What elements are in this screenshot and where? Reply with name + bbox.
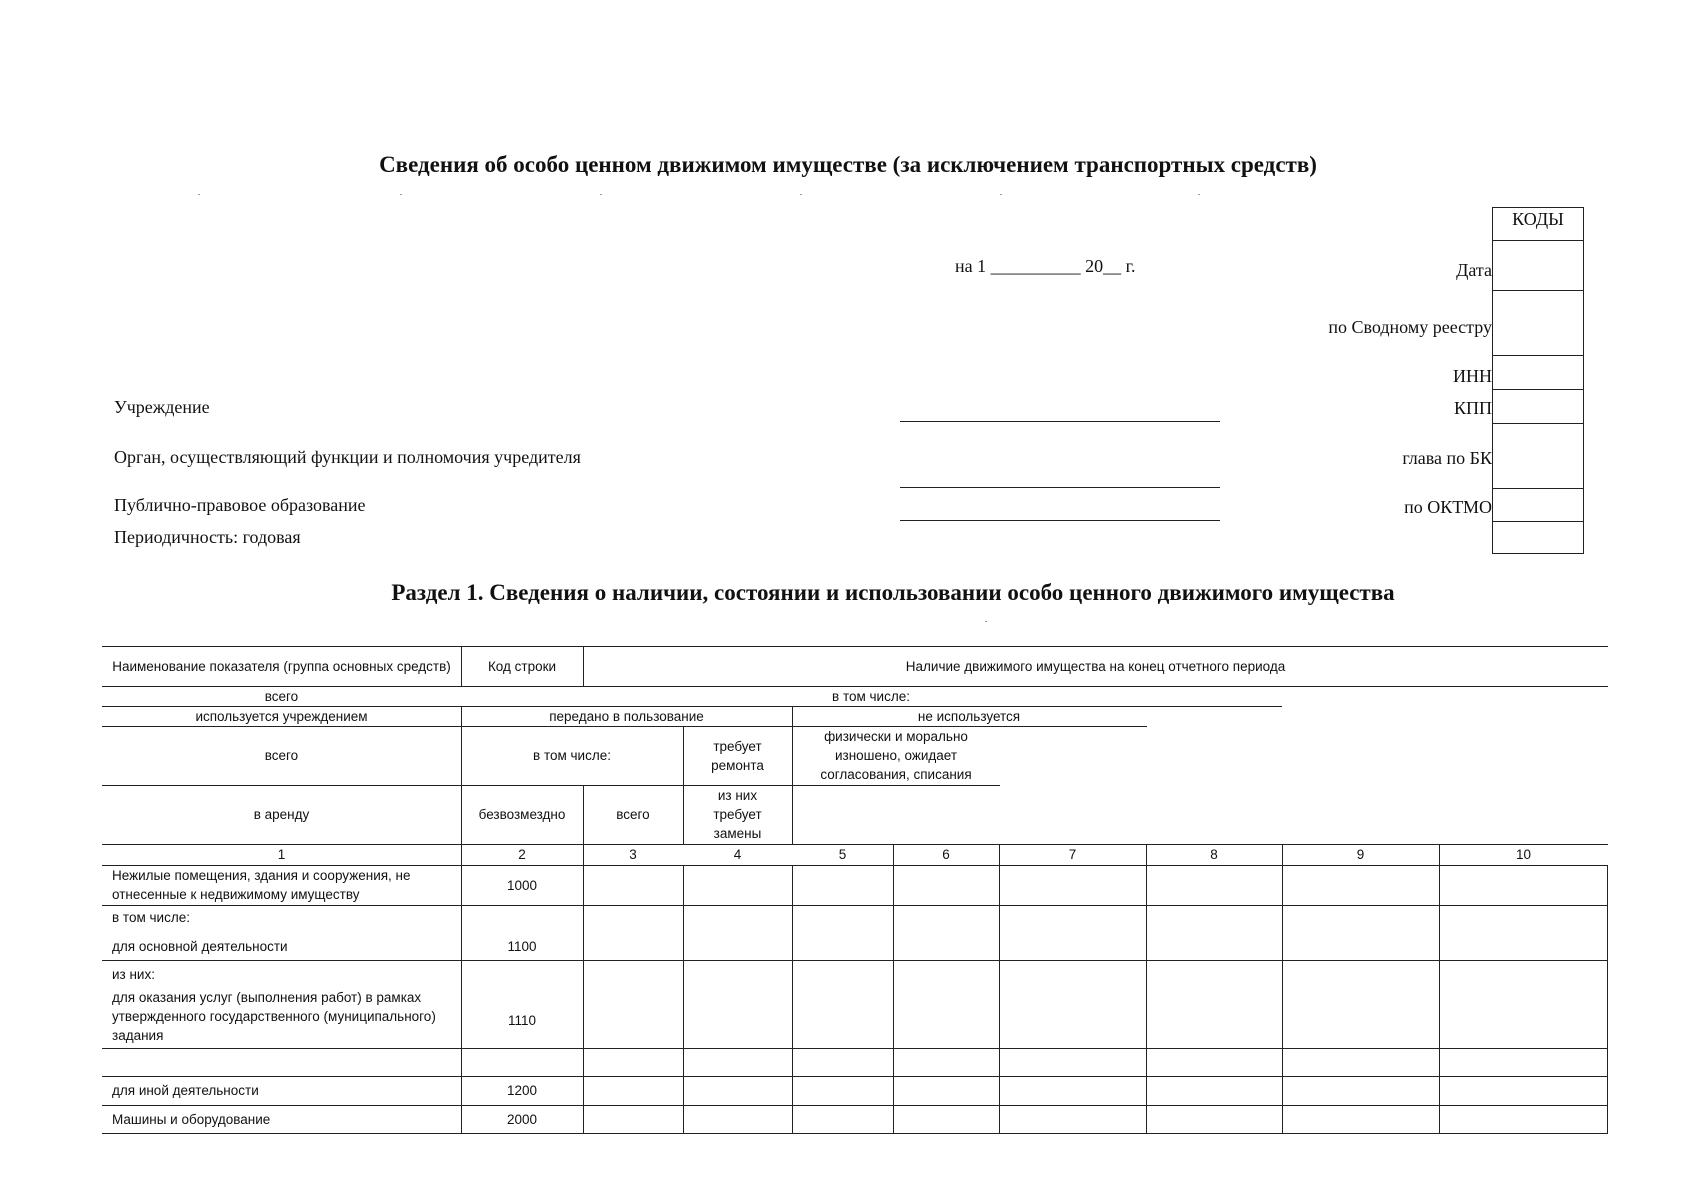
institution-field-line[interactable] [900,421,1220,422]
codes-divider [1492,521,1584,522]
table-row-code: 1200 [506,1083,538,1098]
table-row-name: для иной деятельности [112,1083,259,1098]
table-rule-v [683,865,684,1133]
codes-divider [1492,240,1584,241]
column-number: 8 [1210,847,1218,862]
codes-label-kpp: КПП [1453,398,1492,418]
table-row-code: 1100 [507,938,537,954]
table-rule-v [1146,865,1147,1133]
table-rule-v [1282,865,1283,1133]
codes-label-bk: глава по БК [1402,448,1492,468]
header-including-2: в том числе: [533,748,611,763]
header-used-by-institution: используется учреждением [195,708,368,724]
header-name: Наименование показателя (группа основных средств) [112,658,451,674]
column-number: 4 [733,847,742,862]
table-rule-v [893,865,894,1133]
periodicity-label: Периодичность: годовая [114,527,301,547]
header-obsolete: физически и морально изношено, ожидает согласования, списания [820,729,972,782]
codes-box [1492,207,1584,554]
scan-speck [800,194,802,195]
section-title: Раздел 1. Сведения о наличии, состоянии и использовании особо ценного движимого имущества [391,580,1395,605]
table-rule [102,1133,1608,1134]
table-row-name: Нежилые помещения, здания и сооружения, не отнесенные к недвижимому имуществу [112,868,411,902]
document-title: Сведения об особо ценном движимом имуществе (за исключением транспортных средств) [379,152,1317,177]
codes-divider [1492,488,1584,489]
column-number: 3 [629,847,637,862]
header-total: всего [264,688,299,704]
table-row-code: 2000 [506,1111,538,1127]
header-free-use: безвозмездно [478,807,566,822]
institution-label: Учреждение [114,397,210,417]
codes-label-oktmo: по ОКТМО [1404,497,1492,517]
table-rule-v [1439,865,1440,1133]
header-needs-repair: требует ремонта [711,738,764,773]
header-needs-replacement: из них требует замены [713,788,762,841]
table-row-name: Машины и оборудование [112,1111,271,1127]
table-rule [102,905,1608,906]
table-row-name: для оказания услуг (выполнения работ) в рамках утвержденного государственного (муниципального) задания [112,989,436,1043]
table-rule-v [1607,865,1608,1133]
scan-speck [600,194,602,195]
column-number: 2 [518,847,526,862]
table-row-subheading: из них: [112,966,155,982]
scan-speck [1198,194,1200,195]
founder-label: Орган, осуществляющий функции и полномочия учредителя [114,447,581,467]
scan-speck [198,194,200,195]
column-number: 1 [277,847,286,862]
header-transferred: передано в пользование [549,708,704,724]
codes-header: КОДЫ [1512,209,1564,229]
column-number: 9 [1356,847,1365,862]
codes-divider [1492,389,1584,390]
table-row-name [112,1048,457,1076]
header-total-3: всего [616,807,650,822]
report-date-line: на 1 __________ 20__ г. [955,256,1136,276]
codes-divider [1492,290,1584,291]
scan-speck [1000,194,1002,195]
header-availability: Наличие движимого имущества на конец отчетного периода [905,658,1286,674]
header-code: Код строки [487,658,557,674]
codes-label-registry: по Сводному реестру [1328,317,1492,337]
table-row-code [461,1048,583,1076]
table-rule-v [583,865,584,1133]
scan-speck [400,194,402,195]
scan-speck [985,621,987,622]
table-rule-v [792,865,793,1133]
municipality-label: Публично-правовое образование [114,495,366,515]
header-total-2: всего [264,748,299,763]
column-number: 6 [942,847,950,862]
header-rent: в аренду [253,807,310,822]
codes-label-date: Дата [1456,260,1492,280]
header-including: в том числе: [832,688,910,704]
table-row-subheading: в том числе: [112,909,190,925]
table-rule [102,960,1608,961]
founder-field-line[interactable] [900,487,1220,488]
column-number: 10 [1515,847,1532,862]
municipality-field-line[interactable] [900,520,1220,521]
header-not-used: не используется [917,708,1021,724]
table-row-name: для основной деятельности [112,938,288,954]
table-row-code: 1000 [506,877,538,893]
column-number: 7 [1068,847,1077,862]
table-row-code: 1110 [507,1012,537,1028]
codes-label-inn: ИНН [1453,366,1492,386]
column-number: 5 [838,847,847,862]
codes-divider [1492,423,1584,424]
codes-divider [1492,355,1584,356]
table-rule-v [999,865,1000,1133]
